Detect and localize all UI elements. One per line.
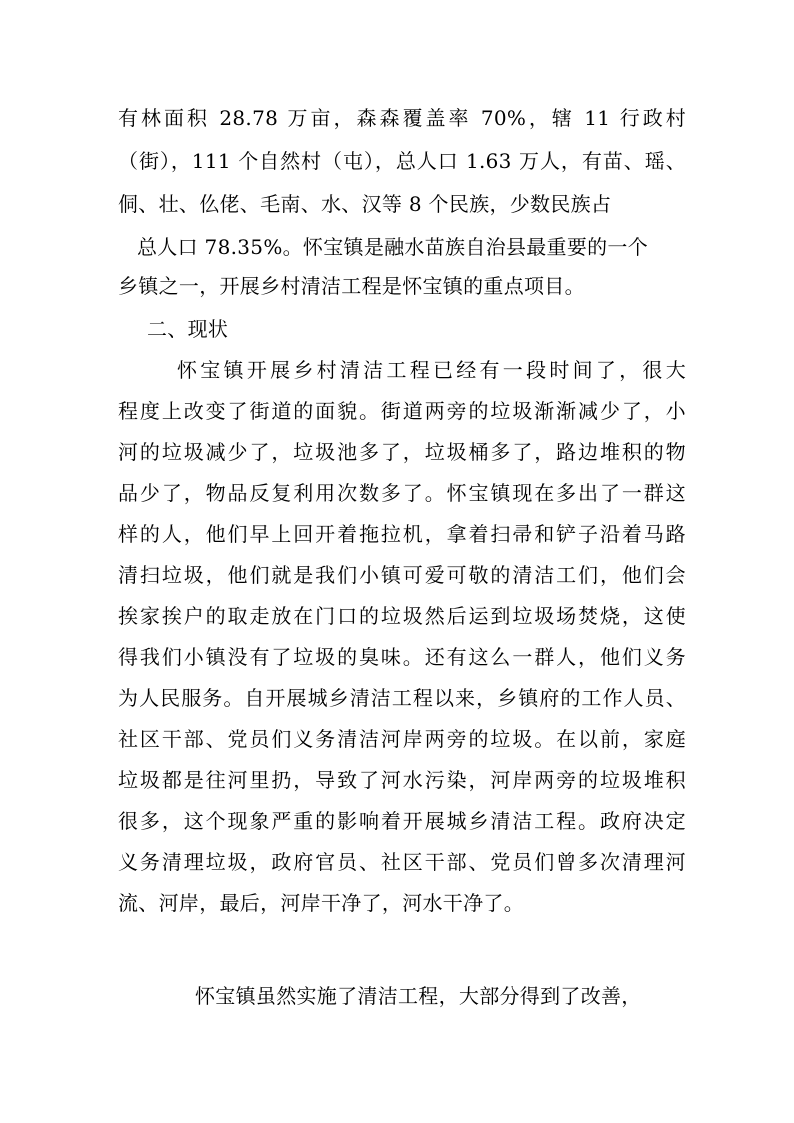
paragraph-line: 社区干部、党员们义务清洁河岸两旁的垃圾。在以前，家庭: [118, 727, 686, 751]
paragraph-line: 很多，这个现象严重的影响着开展城乡清洁工程。政府决定: [118, 809, 686, 833]
paragraph-line: 有林面积 28.78 万亩，森森覆盖率 70%，辖 11 行政村: [118, 106, 686, 130]
paragraph-line: 品少了，物品反复利用次数多了。怀宝镇现在多出了一群这: [118, 481, 686, 505]
paragraph-line: 样的人，他们早上回开着拖拉机，拿着扫帚和铲子沿着马路: [118, 522, 686, 546]
paragraph-line: 怀宝镇开展乡村清洁工程已经有一段时间了，很大: [177, 358, 686, 382]
paragraph-line: 乡镇之一，开展乡村清洁工程是怀宝镇的重点项目。: [118, 274, 585, 298]
paragraph-line: （街），111 个自然村（屯），总人口 1.63 万人，有苗、瑶、: [118, 149, 686, 173]
paragraph-line: 怀宝镇虽然实施了清洁工程，大部分得到了改善，: [195, 984, 642, 1008]
paragraph-line: 得我们小镇没有了垃圾的臭味。还有这么一群人，他们义务: [118, 645, 686, 669]
paragraph-line: 清扫垃圾，他们就是我们小镇可爱可敬的清洁工们，他们会: [118, 563, 686, 587]
paragraph-line: 义务清理垃圾，政府官员、社区干部、党员们曾多次清理河: [118, 850, 686, 874]
paragraph-line: 为人民服务。自开展城乡清洁工程以来，乡镇府的工作人员、: [118, 686, 686, 710]
paragraph-line: 河的垃圾减少了，垃圾池多了，垃圾桶多了，路边堆积的物: [118, 440, 686, 464]
paragraph-line: 程度上改变了街道的面貌。街道两旁的垃圾渐渐减少了，小: [118, 399, 686, 423]
paragraph-line: 侗、壮、仫佬、毛南、水、汉等 8 个民族，少数民族占: [118, 192, 612, 216]
paragraph-line: 总人口 78.35%。怀宝镇是融水苗族自治县最重要的一个: [137, 235, 649, 259]
paragraph-line: 流、河岸，最后，河岸干净了，河水干净了。: [118, 891, 524, 915]
paragraph-line: 垃圾都是往河里扔，导致了河水污染，河岸两旁的垃圾堆积: [118, 768, 686, 792]
section-heading: 二、现状: [147, 317, 229, 341]
paragraph-line: 挨家挨户的取走放在门口的垃圾然后运到垃圾场焚烧，这使: [118, 604, 686, 628]
